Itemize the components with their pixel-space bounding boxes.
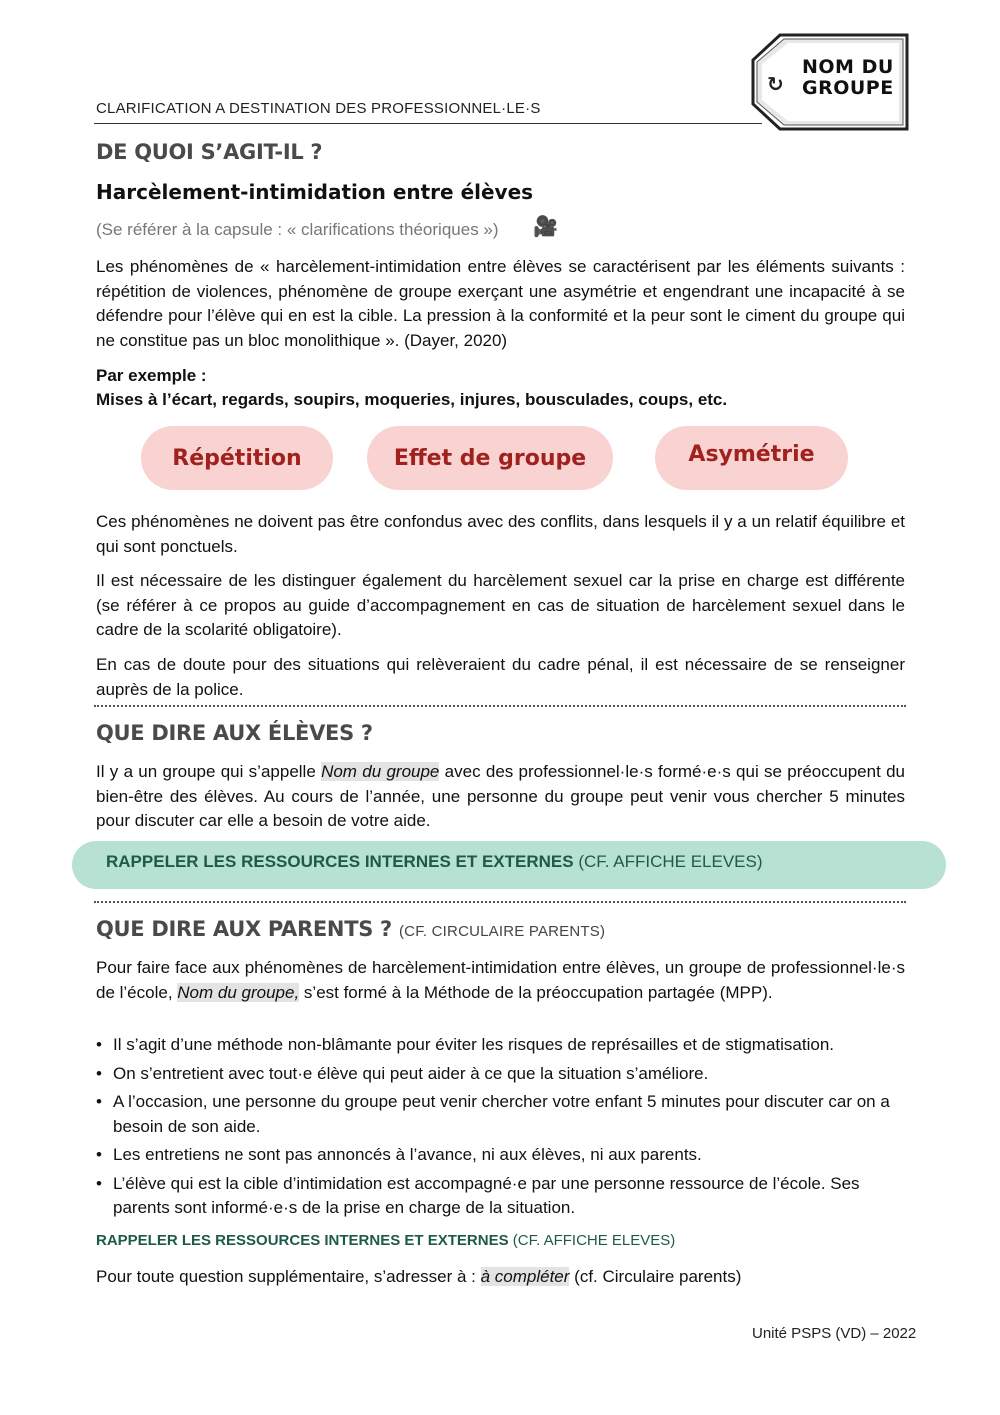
section-divider [94,901,906,903]
capsule-reference: (Se référer à la capsule : « clarifications théoriques ») [96,220,499,239]
parents-heading-ref: (CF. CIRCULAIRE PARENTS) [398,923,606,940]
section-heading-what-is-it: DE QUOI S’AGIT-IL ? [96,140,323,164]
definition-paragraph: Les phénomènes de « harcèlement-intimidation entre élèves se caractérisent par les éléments suivants : répétition de violences, phénomène de groupe exerçant une asymétrie et engendrant une incapacité à se défendre pour l’élève qui en est la cible. La pression à la conformité et la peur sont le ciment du groupe qui ne constitue pas un bloc monolithique ». (Dayer, 2020) [96,257,905,350]
list-item: • L’élève qui est la cible d’intimidation est accompagné·e par une personne ressource de l’école. Ses parents sont informé·e·s de la prise en charge de la situation. [96,1172,911,1221]
students-text-start: Il y a un groupe qui s’appelle [96,762,322,781]
students-text-end: avec des professionnel·le·s formé·e·s qui se préoccupent du bien-être des élèves. Au cours de l’année, une personne du groupe peut venir vous chercher 5 minutes pour discuter car elle a besoin de votre aide. [96,762,906,830]
police-paragraph: En cas de doute pour des situations qui relèveraient du cadre pénal, il est nécessaire de se renseigner auprès de la police. [96,655,905,699]
contact-placeholder: à compléter [480,1267,570,1286]
resources-reminder [96,1232,675,1249]
section-heading-parents [96,917,605,941]
parents-text-start: Pour faire face aux phénomènes de harcèlement-intimidation entre élèves, un groupe de professionnel·le·s de l’école, [96,958,905,1002]
section-divider [94,705,906,707]
list-item: • Il s’agit d’une méthode non-blâmante pour éviter les risques de représailles et de stigmatisation. [96,1033,911,1058]
contact-text-end: (cf. Circulaire parents) [569,1267,742,1286]
topic-title: Harcèlement-intimidation entre élèves [96,180,534,204]
parents-text-end: s’est formé à la Méthode de la préoccupation partagée (MPP). [299,982,773,1002]
students-paragraph [96,760,905,834]
resources-reminder-ref: (CF. AFFICHE ELEVES) [508,1232,676,1249]
parents-paragraph [96,956,905,1005]
example-label: Par exemple : [96,366,207,385]
tag-line-2: GROUPE [802,77,894,99]
group-name-placeholder: Nom du groupe, [177,982,300,1002]
list-item: • On s’entretient avec tout·e élève qui peut aider à ce que la situation s’améliore. [96,1062,911,1087]
pill-group-effect: Effet de groupe [367,426,613,490]
section-heading-students: QUE DIRE AUX ÉLÈVES ? [96,721,373,745]
resources-banner-ref: (CF. AFFICHE ELEVES) [573,852,763,871]
resources-banner-bold: RAPPELER LES RESSOURCES INTERNES ET EXTERNES [106,852,574,871]
document-header: CLARIFICATION A DESTINATION DES PROFESSIONNEL·LE·S [96,100,541,117]
conflicts-paragraph: Ces phénomènes ne doivent pas être confondus avec des conflits, dans lesquels il y a un relatif équilibre et qui sont ponctuels. [96,512,905,556]
group-name-placeholder: Nom du groupe [321,762,440,781]
contact-line [96,1265,905,1290]
parents-heading-text: QUE DIRE AUX PARENTS ? [96,917,392,941]
page-footer: Unité PSPS (VD) – 2022 [752,1325,917,1342]
group-name-tag-label [802,57,894,99]
movie-camera-icon: 🎥 [533,214,558,238]
sexual-harassment-paragraph: Il est nécessaire de les distinguer également du harcèlement sexuel car la prise en charge est différente (se référer à ce propos au guide d’accompagnement en cas de situation de harcèlement sexuel dans le cadre de la scolarité obligatoire). [96,571,905,639]
resources-banner-text [106,852,763,872]
contact-text-start: Pour toute question supplémentaire, s’adresser à : [96,1267,481,1286]
mpp-bullet-list [96,1033,911,1225]
header-divider [94,123,762,124]
refresh-icon: ↻ [767,72,784,96]
tag-line-1: NOM DU [802,56,894,78]
pill-asymmetry: Asymétrie [655,426,848,490]
list-item: • Les entretiens ne sont pas annoncés à l’avance, ni aux élèves, ni aux parents. [96,1143,911,1168]
pill-repetition: Répétition [141,426,333,490]
example-list: Mises à l’écart, regards, soupirs, moqueries, injures, bousculades, coups, etc. [96,390,728,409]
list-item: • A l’occasion, une personne du groupe peut venir chercher votre enfant 5 minutes pour discuter car on a besoin de son aide. [96,1090,911,1139]
resources-reminder-bold: RAPPELER LES RESSOURCES INTERNES ET EXTERNES [96,1232,509,1249]
